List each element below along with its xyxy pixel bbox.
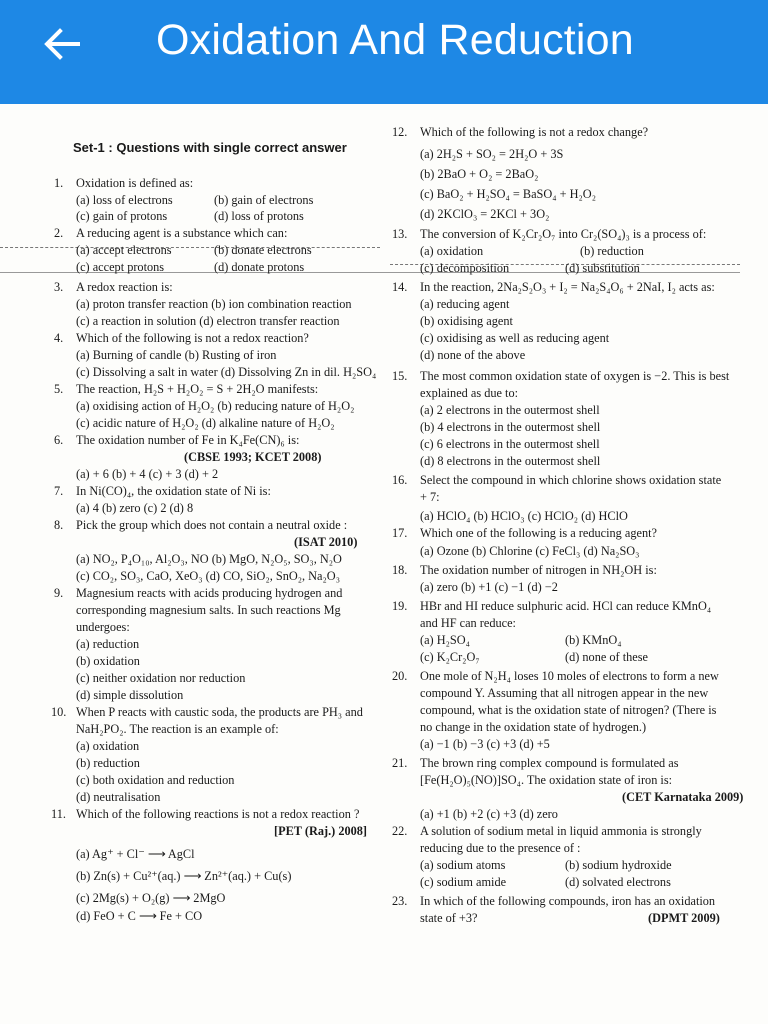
left-column-line: (b) Zn(s) + Cu²⁺(aq.) ⟶ Zn²⁺(aq.) + Cu(s)	[76, 869, 292, 883]
left-column-line: (b) gain of electrons	[214, 193, 314, 207]
right-column-line: (CET Karnataka 2009)	[622, 790, 744, 804]
right-column-line: A solution of sodium metal in liquid ammonia is strongly	[420, 824, 702, 838]
right-column-line: 18.	[392, 563, 408, 577]
left-column-line: (a) loss of electrons	[76, 193, 173, 207]
left-column-line: 2.	[54, 226, 64, 240]
right-column-line: (c) K₂Cr₂O₇	[420, 650, 480, 664]
right-column-line: (b) 2BaO + O₂ = 2BaO₂	[420, 167, 539, 181]
left-column-line: (a) Burning of candle (b) Rusting of iron	[76, 348, 277, 362]
left-column-line: (d) donate protons	[214, 260, 305, 274]
left-column-line: (c) Dissolving a salt in water (d) Dissolving Zn in dil. H₂SO₄	[76, 365, 377, 379]
left-column-line: 1.	[54, 176, 64, 190]
left-column-line: (a) 4 (b) zero (c) 2 (d) 8	[76, 501, 194, 515]
right-column-line: (d) substitution	[565, 261, 640, 275]
left-column-line: The reaction, H₂S + H₂O₂ = S + 2H₂O manifests:	[76, 382, 319, 396]
right-column-line: 16.	[392, 473, 408, 487]
right-column-line: In which of the following compounds, iron has an oxidation	[420, 894, 716, 908]
left-column-line: 10.	[51, 705, 67, 719]
left-column-line: (a) oxidising action of H₂O₂ (b) reducing nature of H₂O₂	[76, 399, 355, 413]
left-column-line: (b) oxidation	[76, 654, 140, 668]
left-column-line: 5.	[54, 382, 64, 396]
left-column-line: (a) reduction	[76, 637, 140, 651]
arrow-left-icon-svg	[40, 22, 84, 66]
left-column-line: (c) acidic nature of H₂O₂ (d) alkaline nature of H₂O₂	[76, 416, 335, 430]
left-column-line: (d) FeO + C ⟶ Fe + CO	[76, 909, 203, 923]
page-title: Oxidation And Reduction	[156, 16, 634, 64]
app-bar	[0, 0, 768, 104]
right-column-line: In the reaction, 2Na₂S₂O₃ + I₂ = Na₂S₄O₆ + 2NaI, I₂ acts as:	[420, 280, 715, 294]
left-column-line: Pick the group which does not contain a neutral oxide :	[76, 518, 348, 532]
right-column-line: and HF can reduce:	[420, 616, 516, 630]
left-column-line: 8.	[54, 518, 64, 532]
left-column-line: 11.	[51, 807, 66, 821]
right-column-line: 17.	[392, 526, 408, 540]
left-column-line: (a) Ag⁺ + Cl⁻ ⟶ AgCl	[76, 847, 195, 861]
right-column-line: 20.	[392, 669, 408, 683]
left-column-line: The oxidation number of Fe in K₄Fe(CN)₆ is:	[76, 433, 300, 447]
left-column-line: (c) a reaction in solution (d) electron transfer reaction	[76, 314, 340, 328]
left-column-line: In Ni(CO)₄, the oxidation state of Ni is:	[76, 484, 271, 498]
left-column-line: (a) accept electrons	[76, 243, 172, 257]
left-column-line: (d) simple dissolution	[76, 688, 184, 702]
right-column-line: 22.	[392, 824, 408, 838]
right-column-line: (a) 2 electrons in the outermost shell	[420, 403, 600, 417]
right-column-line: (a) HClO₄ (b) HClO₃ (c) HClO₂ (d) HClO	[420, 509, 628, 523]
left-column-line: (b) donate electrons	[214, 243, 312, 257]
left-column-line: (a) + 6 (b) + 4 (c) + 3 (d) + 2	[76, 467, 219, 481]
left-column-line: (c) both oxidation and reduction	[76, 773, 235, 787]
right-column-line: Which of the following is not a redox change?	[420, 125, 649, 139]
right-column-line: The most common oxidation state of oxygen is −2. This is best	[420, 369, 730, 383]
right-column-line: (c) 6 electrons in the outermost shell	[420, 437, 600, 451]
right-column-line: (c) oxidising as well as reducing agent	[420, 331, 610, 345]
right-column-line: (d) solvated electrons	[565, 875, 671, 889]
arrow-left-icon[interactable]	[40, 22, 84, 66]
right-column-line: (a) −1 (b) −3 (c) +3 (d) +5	[420, 737, 550, 751]
left-column-line: undergoes:	[76, 620, 130, 634]
right-column-line: (b) KMnO₄	[565, 633, 622, 647]
right-column-line: (a) Ozone (b) Chlorine (c) FeCl₃ (d) Na₂SO₃	[420, 544, 640, 558]
right-column-line: (d) none of the above	[420, 348, 526, 362]
left-column-line: 6.	[54, 433, 64, 447]
left-column-line: (c) gain of protons	[76, 209, 168, 223]
left-column-line: (ISAT 2010)	[294, 535, 358, 549]
right-column-line: (b) reduction	[580, 244, 644, 258]
left-column-line: (c) 2Mg(s) + O₂(g) ⟶ 2MgO	[76, 891, 226, 905]
document-page	[0, 104, 768, 1024]
right-column-line: The brown ring complex compound is formulated as	[420, 756, 679, 770]
right-column-line: compound Y. Assuming that all nitrogen appear in the new	[420, 686, 709, 700]
right-column-line: (c) sodium amide	[420, 875, 507, 889]
left-column-line: Magnesium reacts with acids producing hydrogen and	[76, 586, 343, 600]
right-column-line: explained as due to:	[420, 386, 519, 400]
right-column-line: (DPMT 2009)	[648, 911, 720, 925]
right-column-line: 23.	[392, 894, 408, 908]
right-column-line: (b) 4 electrons in the outermost shell	[420, 420, 601, 434]
right-column-line: 15.	[392, 369, 408, 383]
right-column-line: (c) decomposition	[420, 261, 510, 275]
left-column-line: (d) neutralisation	[76, 790, 161, 804]
right-column-line: The conversion of K₂Cr₂O₇ into Cr₂(SO₄)₃ is a process of:	[420, 227, 707, 241]
left-column-line: (c) neither oxidation nor reduction	[76, 671, 246, 685]
left-column-line: When P reacts with caustic soda, the products are PH₃ and	[76, 705, 363, 719]
left-column-line: Set-1 : Questions with single correct answer	[73, 140, 347, 155]
left-column-line: 3.	[54, 280, 64, 294]
left-column-line: Which of the following reactions is not a redox reaction ?	[76, 807, 360, 821]
right-column-line: (d) none of these	[565, 650, 648, 664]
right-column-line: (a) 2H₂S + SO₂ = 2H₂O + 3S	[420, 147, 564, 161]
right-column-line: 12.	[392, 125, 408, 139]
right-column-line: (d) 2KClO₃ = 2KCl + 3O₂	[420, 207, 550, 221]
right-column-line: compound, what is the oxidation state of nitrogen? (There is	[420, 703, 717, 717]
left-column-line: A reducing agent is a substance which can:	[76, 226, 288, 240]
left-column-line: (c) accept protons	[76, 260, 165, 274]
right-column-line: 14.	[392, 280, 408, 294]
right-column-line: + 7:	[420, 490, 440, 504]
left-column-line: A redox reaction is:	[76, 280, 173, 294]
right-column-line: (b) oxidising agent	[420, 314, 513, 328]
left-column-line: (CBSE 1993; KCET 2008)	[184, 450, 322, 464]
right-column-line: no change in the oxidation state of hydrogen.)	[420, 720, 647, 734]
scan-divider	[0, 247, 380, 248]
right-column-line: HBr and HI reduce sulphuric acid. HCl can reduce KMnO₄	[420, 599, 712, 613]
left-column-line: (a) proton transfer reaction (b) ion combination reaction	[76, 297, 352, 311]
left-column-line: (a) NO₂, P₄O₁₀, Al₂O₃, NO (b) MgO, N₂O₅, SO₃, N₂O	[76, 552, 342, 566]
left-column-line: Which of the following is not a redox reaction?	[76, 331, 309, 345]
right-column-line: (a) +1 (b) +2 (c) +3 (d) zero	[420, 807, 558, 821]
right-column-line: [Fe(H₂O)₅(NO)]SO₄. The oxidation state of iron is:	[420, 773, 673, 787]
left-column-line: 4.	[54, 331, 64, 345]
right-column-line: (b) sodium hydroxide	[565, 858, 672, 872]
left-column-line: (d) loss of protons	[214, 209, 304, 223]
right-column-line: (d) 8 electrons in the outermost shell	[420, 454, 601, 468]
left-column-line: NaH₂PO₂. The reaction is an example of:	[76, 722, 279, 736]
right-column-line: reducing due to the presence of :	[420, 841, 581, 855]
right-column-line: One mole of N₂H₄ loses 10 moles of electrons to form a new	[420, 669, 719, 683]
right-column-line: Select the compound in which chlorine shows oxidation state	[420, 473, 722, 487]
right-column-line: state of +3?	[420, 911, 478, 925]
left-column-line: (c) CO₂, SO₃, CaO, XeO₃ (d) CO, SiO₂, SnO₂, Na₂O₃	[76, 569, 340, 583]
left-column-line: [PET (Raj.) 2008]	[274, 824, 368, 838]
left-column-line: corresponding magnesium salts. In such reactions Mg	[76, 603, 341, 617]
left-column-line: Oxidation is defined as:	[76, 176, 194, 190]
right-column-line: 19.	[392, 599, 408, 613]
left-column-line: 9.	[54, 586, 64, 600]
left-column-line: (b) reduction	[76, 756, 140, 770]
right-column-line: (a) oxidation	[420, 244, 484, 258]
right-column-line: (a) reducing agent	[420, 297, 510, 311]
right-column-line: 13.	[392, 227, 408, 241]
right-column-line: Which one of the following is a reducing agent?	[420, 526, 657, 540]
right-column-line: (a) sodium atoms	[420, 858, 506, 872]
left-column-line: (a) oxidation	[76, 739, 140, 753]
right-column-line: The oxidation number of nitrogen in NH₂OH is:	[420, 563, 657, 577]
right-column-line: (a) H₂SO₄	[420, 633, 470, 647]
right-column-line: 21.	[392, 756, 408, 770]
left-column-line: 7.	[54, 484, 64, 498]
right-column-line: (a) zero (b) +1 (c) −1 (d) −2	[420, 580, 558, 594]
right-column-line: (c) BaO₂ + H₂SO₄ = BaSO₄ + H₂O₂	[420, 187, 596, 201]
